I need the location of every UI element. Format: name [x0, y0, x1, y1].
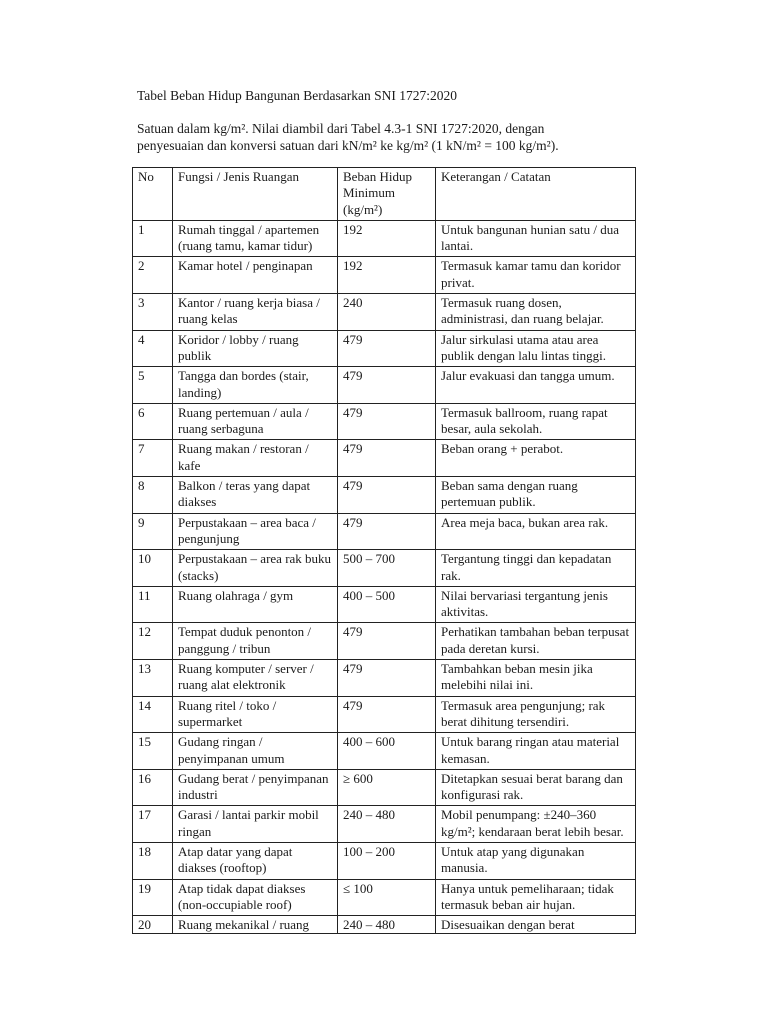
table-row: [133, 806, 636, 843]
cell-keterangan: Jalur evakuasi dan tangga umum.: [436, 367, 636, 404]
header-fungsi: Fungsi / Jenis Ruangan: [173, 168, 338, 221]
table-row: [133, 916, 636, 934]
cell-no: 15: [133, 733, 173, 770]
cell-keterangan: Termasuk ballroom, ruang rapat besar, aula sekolah.: [436, 403, 636, 440]
cell-no: 13: [133, 660, 173, 697]
cell-fungsi: Koridor / lobby / ruang publik: [173, 330, 338, 367]
table-row: [133, 769, 636, 806]
cell-fungsi: Ruang mekanikal / ruang: [173, 916, 338, 934]
cell-no: 9: [133, 513, 173, 550]
cell-no: 14: [133, 696, 173, 733]
cell-fungsi: Ruang pertemuan / aula / ruang serbaguna: [173, 403, 338, 440]
cell-beban: 240: [338, 294, 436, 331]
table-row: [133, 660, 636, 697]
cell-no: 7: [133, 440, 173, 477]
cell-no: 2: [133, 257, 173, 294]
table-row: [133, 330, 636, 367]
cell-beban: 192: [338, 257, 436, 294]
cell-fungsi: Ruang olahraga / gym: [173, 586, 338, 623]
cell-fungsi: Gudang berat / penyimpanan industri: [173, 769, 338, 806]
cell-fungsi: Gudang ringan / penyimpanan umum: [173, 733, 338, 770]
cell-fungsi: Balkon / teras yang dapat diakses: [173, 477, 338, 514]
cell-fungsi: Ruang ritel / toko / supermarket: [173, 696, 338, 733]
cell-keterangan: Mobil penumpang: ±240–360 kg/m²; kendaraan berat lebih besar.: [436, 806, 636, 843]
cell-fungsi: Atap datar yang dapat diakses (rooftop): [173, 842, 338, 879]
cell-beban: 479: [338, 403, 436, 440]
cell-beban: 400 – 500: [338, 586, 436, 623]
cell-no: 1: [133, 220, 173, 257]
table-header-row: [133, 168, 636, 221]
cell-beban: ≤ 100: [338, 879, 436, 916]
cell-no: 4: [133, 330, 173, 367]
cell-beban: 479: [338, 623, 436, 660]
cell-no: 5: [133, 367, 173, 404]
cell-no: 11: [133, 586, 173, 623]
table-row: [133, 440, 636, 477]
table-row: [133, 879, 636, 916]
cell-no: 18: [133, 842, 173, 879]
table-row: [133, 623, 636, 660]
cell-keterangan: Hanya untuk pemeliharaan; tidak termasuk beban air hujan.: [436, 879, 636, 916]
cell-keterangan: Termasuk ruang dosen, administrasi, dan ruang belajar.: [436, 294, 636, 331]
cell-fungsi: Perpustakaan – area rak buku (stacks): [173, 550, 338, 587]
table-row: [133, 733, 636, 770]
cell-keterangan: Untuk barang ringan atau material kemasan.: [436, 733, 636, 770]
cell-beban: 479: [338, 660, 436, 697]
table-row: [133, 367, 636, 404]
table-row: [133, 696, 636, 733]
cell-beban: 240 – 480: [338, 806, 436, 843]
cell-keterangan: Tambahkan beban mesin jika melebihi nilai ini.: [436, 660, 636, 697]
table-row: [133, 586, 636, 623]
cell-beban: 240 – 480: [338, 916, 436, 934]
cell-keterangan: Disesuaikan dengan berat: [436, 916, 636, 934]
cell-beban: 400 – 600: [338, 733, 436, 770]
document-title: Tabel Beban Hidup Bangunan Berdasarkan SNI 1727:2020: [137, 88, 457, 103]
cell-keterangan: Termasuk kamar tamu dan koridor privat.: [436, 257, 636, 294]
cell-no: 8: [133, 477, 173, 514]
table-body: [133, 220, 636, 934]
table-row: [133, 550, 636, 587]
cell-no: 19: [133, 879, 173, 916]
cell-keterangan: Ditetapkan sesuai berat barang dan konfigurasi rak.: [436, 769, 636, 806]
cell-no: 20: [133, 916, 173, 934]
cell-fungsi: Rumah tinggal / apartemen (ruang tamu, kamar tidur): [173, 220, 338, 257]
cell-fungsi: Perpustakaan – area baca / pengunjung: [173, 513, 338, 550]
table-row: [133, 513, 636, 550]
header-beban: Beban Hidup Minimum (kg/m²): [338, 168, 436, 221]
cell-fungsi: Tempat duduk penonton / panggung / tribun: [173, 623, 338, 660]
cell-beban: 479: [338, 477, 436, 514]
cell-beban: 479: [338, 440, 436, 477]
table-row: [133, 220, 636, 257]
cell-no: 3: [133, 294, 173, 331]
cell-keterangan: Nilai bervariasi tergantung jenis aktivitas.: [436, 586, 636, 623]
live-load-table: [132, 167, 636, 934]
cell-keterangan: Untuk bangunan hunian satu / dua lantai.: [436, 220, 636, 257]
table-row: [133, 403, 636, 440]
cell-no: 12: [133, 623, 173, 660]
cell-fungsi: Ruang komputer / server / ruang alat elektronik: [173, 660, 338, 697]
table-row: [133, 294, 636, 331]
cell-beban: 192: [338, 220, 436, 257]
cell-no: 10: [133, 550, 173, 587]
cell-keterangan: Area meja baca, bukan area rak.: [436, 513, 636, 550]
cell-beban: 100 – 200: [338, 842, 436, 879]
cell-beban: 500 – 700: [338, 550, 436, 587]
cell-keterangan: Tergantung tinggi dan kepadatan rak.: [436, 550, 636, 587]
cell-beban: ≥ 600: [338, 769, 436, 806]
cell-beban: 479: [338, 367, 436, 404]
cell-no: 6: [133, 403, 173, 440]
table-row: [133, 842, 636, 879]
header-keterangan: Keterangan / Catatan: [436, 168, 636, 221]
cell-beban: 479: [338, 696, 436, 733]
document-subtitle: Satuan dalam kg/m². Nilai diambil dari Tabel 4.3-1 SNI 1727:2020, dengan penyesuaian dan konversi satuan dari kN/m² ke kg/m² (1 kN/m² = 100 kg/m²).: [137, 121, 559, 153]
cell-fungsi: Tangga dan bordes (stair, landing): [173, 367, 338, 404]
cell-fungsi: Kantor / ruang kerja biasa / ruang kelas: [173, 294, 338, 331]
cell-keterangan: Jalur sirkulasi utama atau area publik dengan lalu lintas tinggi.: [436, 330, 636, 367]
cell-beban: 479: [338, 330, 436, 367]
table-row: [133, 257, 636, 294]
cell-keterangan: Termasuk area pengunjung; rak berat dihitung tersendiri.: [436, 696, 636, 733]
cell-keterangan: Beban orang + perabot.: [436, 440, 636, 477]
cell-fungsi: Atap tidak dapat diakses (non-occupiable roof): [173, 879, 338, 916]
cell-keterangan: Untuk atap yang digunakan manusia.: [436, 842, 636, 879]
cell-fungsi: Ruang makan / restoran / kafe: [173, 440, 338, 477]
header-no: No: [133, 168, 173, 221]
cell-fungsi: Kamar hotel / penginapan: [173, 257, 338, 294]
cell-no: 17: [133, 806, 173, 843]
cell-keterangan: Perhatikan tambahan beban terpusat pada deretan kursi.: [436, 623, 636, 660]
cell-keterangan: Beban sama dengan ruang pertemuan publik.: [436, 477, 636, 514]
table-row: [133, 477, 636, 514]
cell-fungsi: Garasi / lantai parkir mobil ringan: [173, 806, 338, 843]
cell-no: 16: [133, 769, 173, 806]
cell-beban: 479: [338, 513, 436, 550]
